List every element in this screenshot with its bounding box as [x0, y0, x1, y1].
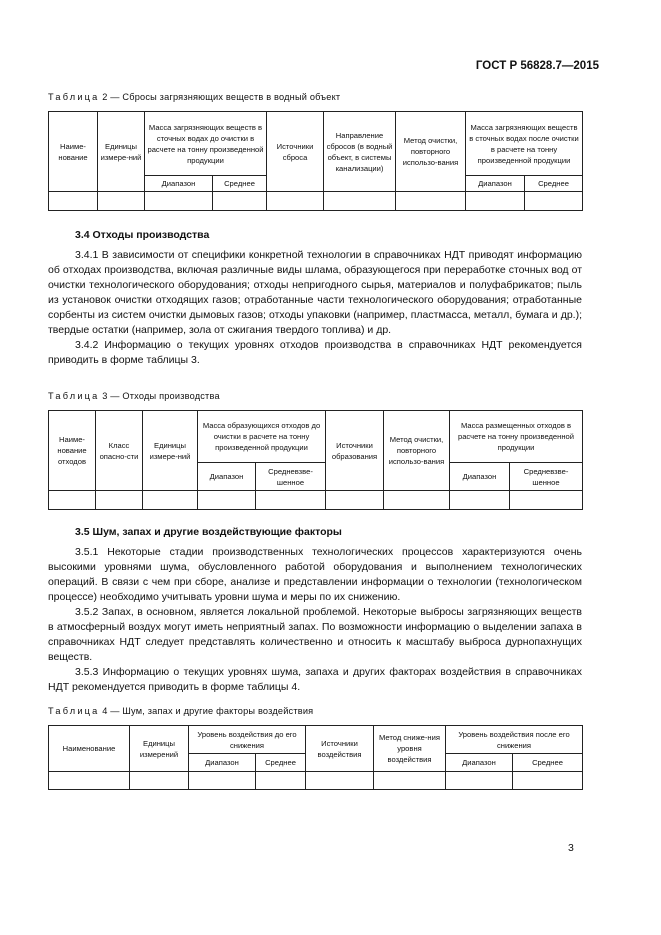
table3-header-name: Наиме-нование отходов — [49, 411, 96, 491]
table2-header-mass-after: Масса загрязняющих веществ в сточных водах после очистки в расчете на тонну произведенной продукции — [466, 112, 583, 176]
section-3-5-heading: 3.5 Шум, запах и другие воздействующие факторы — [75, 526, 342, 538]
table4-header-level-before: Уровень воздействия до его снижения — [189, 726, 306, 754]
table3-caption-label: Таблица — [48, 391, 100, 401]
table4-header-range-2: Диапазон — [446, 754, 513, 772]
paragraph-3-5-3: 3.5.3 Информацию о текущих уровнях шума, запаха и других факторах воздействия в справочниках НДТ рекомендуется приводить в форме таблицы 4. — [48, 666, 582, 693]
table2-header-direction: Направление сбросов (в водный объект, в системы канализации) — [324, 112, 396, 192]
table-row — [49, 491, 583, 510]
section-3-5-text — [48, 545, 582, 695]
table3-header-sources: Источники образования — [326, 411, 384, 491]
section-3-4-heading: 3.4 Отходы производства — [75, 229, 210, 241]
table3-header-mass-placed: Масса размещенных отходов в расчете на тонну произведенной продукции — [450, 411, 583, 463]
table3-header-weighted-2: Средневзве-шенное — [510, 463, 583, 491]
table3-header-range-2: Диапазон — [450, 463, 510, 491]
table2-header-units: Единицы измере-ний — [98, 112, 145, 192]
table4-header-average: Среднее — [256, 754, 306, 772]
table3-caption — [48, 391, 220, 401]
table3-header-weighted: Средневзве-шенное — [256, 463, 326, 491]
table2-header-range: Диапазон — [145, 176, 213, 192]
table3-header-range: Диапазон — [198, 463, 256, 491]
section-3-4-text — [48, 248, 582, 368]
standard-number: ГОСТ Р 56828.7—2015 — [475, 60, 599, 72]
table2-header-average: Среднее — [213, 176, 267, 192]
table2-caption — [48, 92, 340, 102]
table2-header-range-2: Диапазон — [466, 176, 525, 192]
table4 — [48, 725, 583, 790]
table4-caption-label: Таблица — [48, 706, 100, 716]
table4-header-name: Наименование — [49, 726, 130, 772]
table3 — [48, 410, 583, 510]
page-number: 3 — [568, 842, 574, 854]
table2-caption-text: 2 — Сбросы загрязняющих веществ в водный объект — [102, 92, 341, 102]
table2-header-method: Метод очистки, повторного использо-вания — [396, 112, 466, 192]
table-row — [49, 192, 583, 211]
table4-header-range: Диапазон — [189, 754, 256, 772]
table2-header-name: Наиме-нование — [49, 112, 98, 192]
paragraph-3-4-1: 3.4.1 В зависимости от специфики конкретной технологии в справочниках НДТ приводят информацию об отходах производства, включая различные виды шлама, образующегося при переработке сточных вод от очистки технологического оборудования; отходы непригодного сырья, материалов и полуфабрикатов; пыль из установок очистки отходящих газов; отработанные части технологического оборудования; отработанные сорбенты из систем очистки дымовых газов; отходы упаковки (например, пластмасса, металл, бумага и др.); твердые остатки (например, зола от сжигания твердого топлива) и др. — [48, 249, 582, 336]
table4-header-units: Единицы измерений — [130, 726, 189, 772]
table4-caption — [48, 706, 313, 716]
table3-header-mass-formed: Масса образующихся отходов до очистки в расчете на тонну произведенной продукции — [198, 411, 326, 463]
table4-header-method: Метод сниже-ния уровня воздействия — [374, 726, 446, 772]
paragraph-3-5-1: 3.5.1 Некоторые стадии производственных технологических процессов характеризуются очень высокими уровнями шума, обусловленного работой оборудования и выполнением технологических операций. В связи с чем при сборе, анализе и представлении информации о технологии (технологическом процессе) необходимо учитывать уровни шума и меры по их снижению. — [48, 546, 582, 603]
table4-caption-text: 4 — Шум, запах и другие факторы воздействия — [102, 706, 314, 716]
table2 — [48, 111, 583, 211]
table3-header-method: Метод очистки, повторного использо-вания — [384, 411, 450, 491]
table2-header-mass-before: Масса загрязняющих веществ в сточных водах до очистки в расчете на тонну произведенной продукции — [145, 112, 267, 176]
table4-header-level-after: Уровень воздействия после его снижения — [446, 726, 583, 754]
table3-caption-text: 3 — Отходы производства — [102, 391, 220, 401]
table3-header-class: Класс опасно-сти — [96, 411, 143, 491]
paragraph-3-4-2: 3.4.2 Информацию о текущих уровнях отходов производства в справочниках НДТ рекомендуется приводить в форме таблицы 3. — [48, 339, 582, 366]
table-row — [49, 772, 583, 790]
paragraph-3-5-2: 3.5.2 Запах, в основном, является локальной проблемой. Некоторые выбросы загрязняющих веществ в атмосферный воздух могут иметь неприятный запах. По возможности информацию о выделении запаха в справочниках НДТ следует представлять количественно и относить к масштабу выброса дурнопахнущих веществ. — [48, 606, 582, 663]
table4-header-average-2: Среднее — [513, 754, 583, 772]
table2-header-sources: Источники сброса — [267, 112, 324, 192]
table2-header-average-2: Среднее — [525, 176, 583, 192]
table4-header-sources: Источники воздействия — [306, 726, 374, 772]
table2-caption-label: Таблица — [48, 92, 100, 102]
table3-header-units: Единицы измере-ний — [143, 411, 198, 491]
